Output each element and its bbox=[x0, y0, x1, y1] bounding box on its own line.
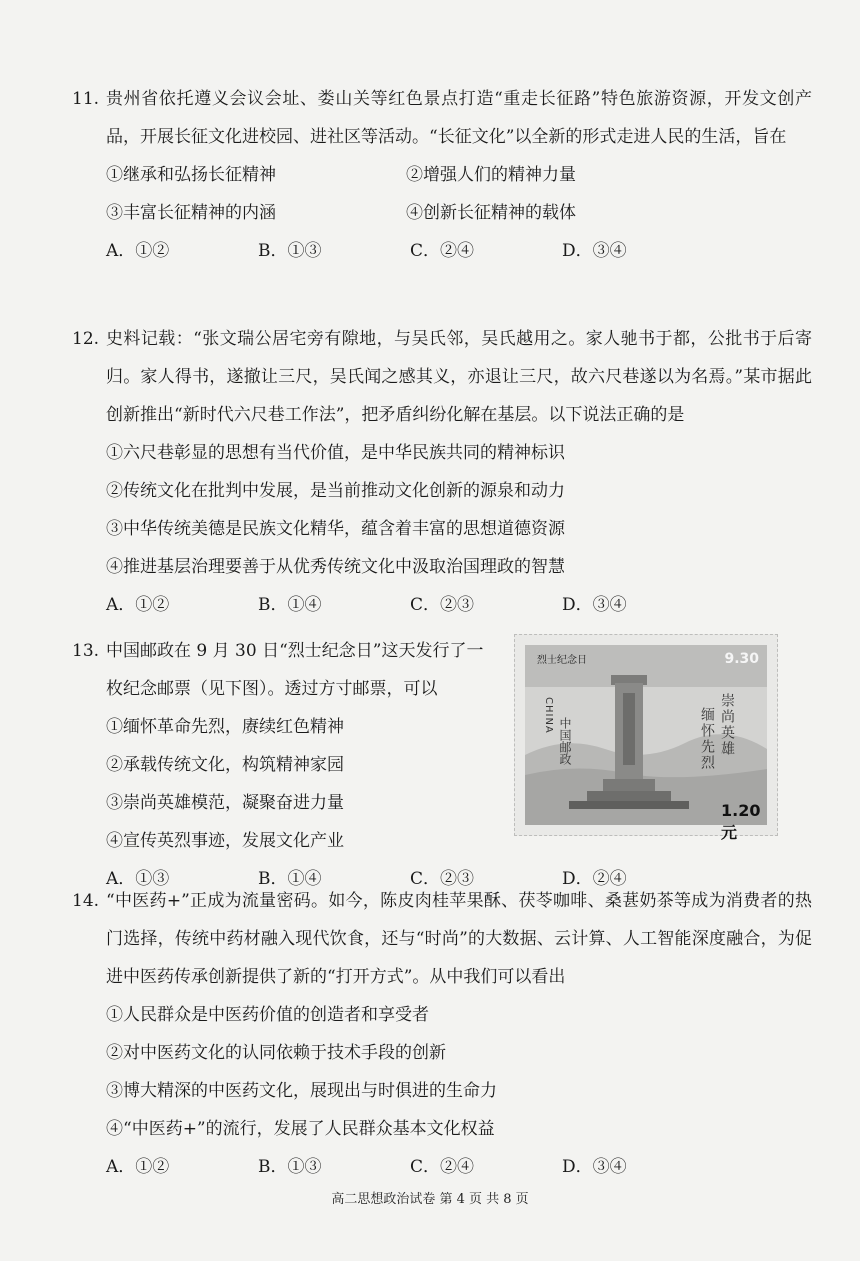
choice-a: A．①② bbox=[106, 1157, 170, 1177]
choice-c: C．②④ bbox=[410, 1157, 475, 1177]
choice-c: C．②④ bbox=[410, 241, 475, 261]
answer-choices bbox=[106, 232, 812, 270]
stamp-postal-name: 中国邮政 bbox=[558, 717, 572, 765]
question-number: 13. bbox=[72, 641, 100, 661]
statement-3: ③中华传统美德是民族文化精华，蕴含着丰富的思想道德资源 bbox=[106, 519, 565, 539]
question-stem: 史料记载：“张文瑞公居宅旁有隙地，与吴氏邻，吴氏越用之。家人驰书于都，公批书于后寄归。家人得书，遂撤让三尺，吴氏闻之感其义，亦退让三尺，故六尺巷遂以为名焉。”某市据此创新推出“新时代六尺巷工作法”，把矛盾纠纷化解在基层。以下说法正确的是 bbox=[106, 329, 812, 425]
answer-choices bbox=[106, 1148, 812, 1186]
choice-d: D．③④ bbox=[562, 1157, 627, 1177]
question-stem-line-2: 枚纪念邮票（见下图）。透过方寸邮票，可以 bbox=[106, 679, 438, 699]
statement-4: ④宣传英烈事迹，发展文化产业 bbox=[106, 831, 344, 851]
choice-d: D．③④ bbox=[562, 241, 627, 261]
question-stem-line-1: 中国邮政在 9 月 30 日“烈士纪念日”这天发行了一 bbox=[106, 641, 484, 661]
page-footer: 高二思想政治试卷 第 4 页 共 8 页 bbox=[331, 1192, 529, 1207]
statement-2: ②增强人们的精神力量 bbox=[406, 165, 576, 185]
choice-b: B．①④ bbox=[258, 595, 322, 615]
choice-d: D．②④ bbox=[562, 869, 627, 889]
question-number: 11. bbox=[72, 89, 100, 109]
statement-4: ④“中医药+”的流行，发展了人民群众基本文化权益 bbox=[106, 1119, 495, 1139]
statement-3: ③博大精深的中医药文化，展现出与时俱进的生命力 bbox=[106, 1081, 497, 1101]
choice-a: A．①② bbox=[106, 241, 170, 261]
answer-choices bbox=[106, 586, 812, 624]
stamp-title: 烈士纪念日 bbox=[537, 655, 587, 666]
statement-1: ①缅怀革命先烈，赓续红色精神 bbox=[106, 717, 344, 737]
statement-1: ①继承和弘扬长征精神 bbox=[106, 165, 276, 185]
choice-b: B．①③ bbox=[258, 241, 322, 261]
question-12 bbox=[72, 320, 812, 624]
stamp-date: 9.30 bbox=[724, 651, 759, 667]
question-14 bbox=[72, 882, 812, 1186]
stamp-image bbox=[525, 645, 767, 842]
statement-2: ②传统文化在批判中发展，是当前推动文化创新的源泉和动力 bbox=[106, 481, 565, 501]
statement-1: ①人民群众是中医药价值的创造者和享受者 bbox=[106, 1005, 429, 1025]
statement-2: ②承载传统文化，构筑精神家园 bbox=[106, 755, 344, 775]
question-number: 14. bbox=[72, 891, 100, 911]
question-number: 12. bbox=[72, 329, 100, 349]
stamp-face-value: 1.20元 bbox=[721, 801, 761, 842]
stamp-calligraphy-2: 缅怀先烈 bbox=[699, 707, 715, 771]
question-stem: 贵州省依托遵义会议会址、娄山关等红色景点打造“重走长征路”特色旅游资源，开发文创产品，开展长征文化进校园、进社区等活动。“长征文化”以全新的形式走进人民的生活，旨在 bbox=[106, 89, 812, 147]
statement-3: ③崇尚英雄模范，凝聚奋进力量 bbox=[106, 793, 344, 813]
choice-c: C．②③ bbox=[410, 869, 475, 889]
commemorative-stamp bbox=[514, 634, 778, 842]
stamp-country: CHINA bbox=[543, 697, 554, 734]
choice-d: D．③④ bbox=[562, 595, 627, 615]
choice-a: A．①③ bbox=[106, 869, 170, 889]
question-11 bbox=[72, 80, 812, 270]
statement-3: ③丰富长征精神的内涵 bbox=[106, 203, 276, 223]
stamp-calligraphy-1: 崇尚英雄 bbox=[719, 693, 735, 757]
statement-1: ①六尺巷彰显的思想有当代价值，是中华民族共同的精神标识 bbox=[106, 443, 565, 463]
choice-b: B．①③ bbox=[258, 1157, 322, 1177]
choice-a: A．①② bbox=[106, 595, 170, 615]
statement-4: ④创新长征精神的载体 bbox=[406, 203, 576, 223]
question-stem: “中医药+”正成为流量密码。如今，陈皮肉桂苹果酥、茯苓咖啡、桑葚奶茶等成为消费者的热门选择，传统中药材融入现代饮食，还与“时尚”的大数据、云计算、人工智能深度融合，为促进中医药传承创新提供了新的“打开方式”。从中我们可以看出 bbox=[106, 891, 812, 987]
statement-options bbox=[106, 156, 812, 232]
statement-2: ②对中医药文化的认同依赖于技术手段的创新 bbox=[106, 1043, 446, 1063]
choice-c: C．②③ bbox=[410, 595, 475, 615]
choice-b: B．①④ bbox=[258, 869, 322, 889]
statement-4: ④推进基层治理要善于从优秀传统文化中汲取治国理政的智慧 bbox=[106, 557, 565, 577]
